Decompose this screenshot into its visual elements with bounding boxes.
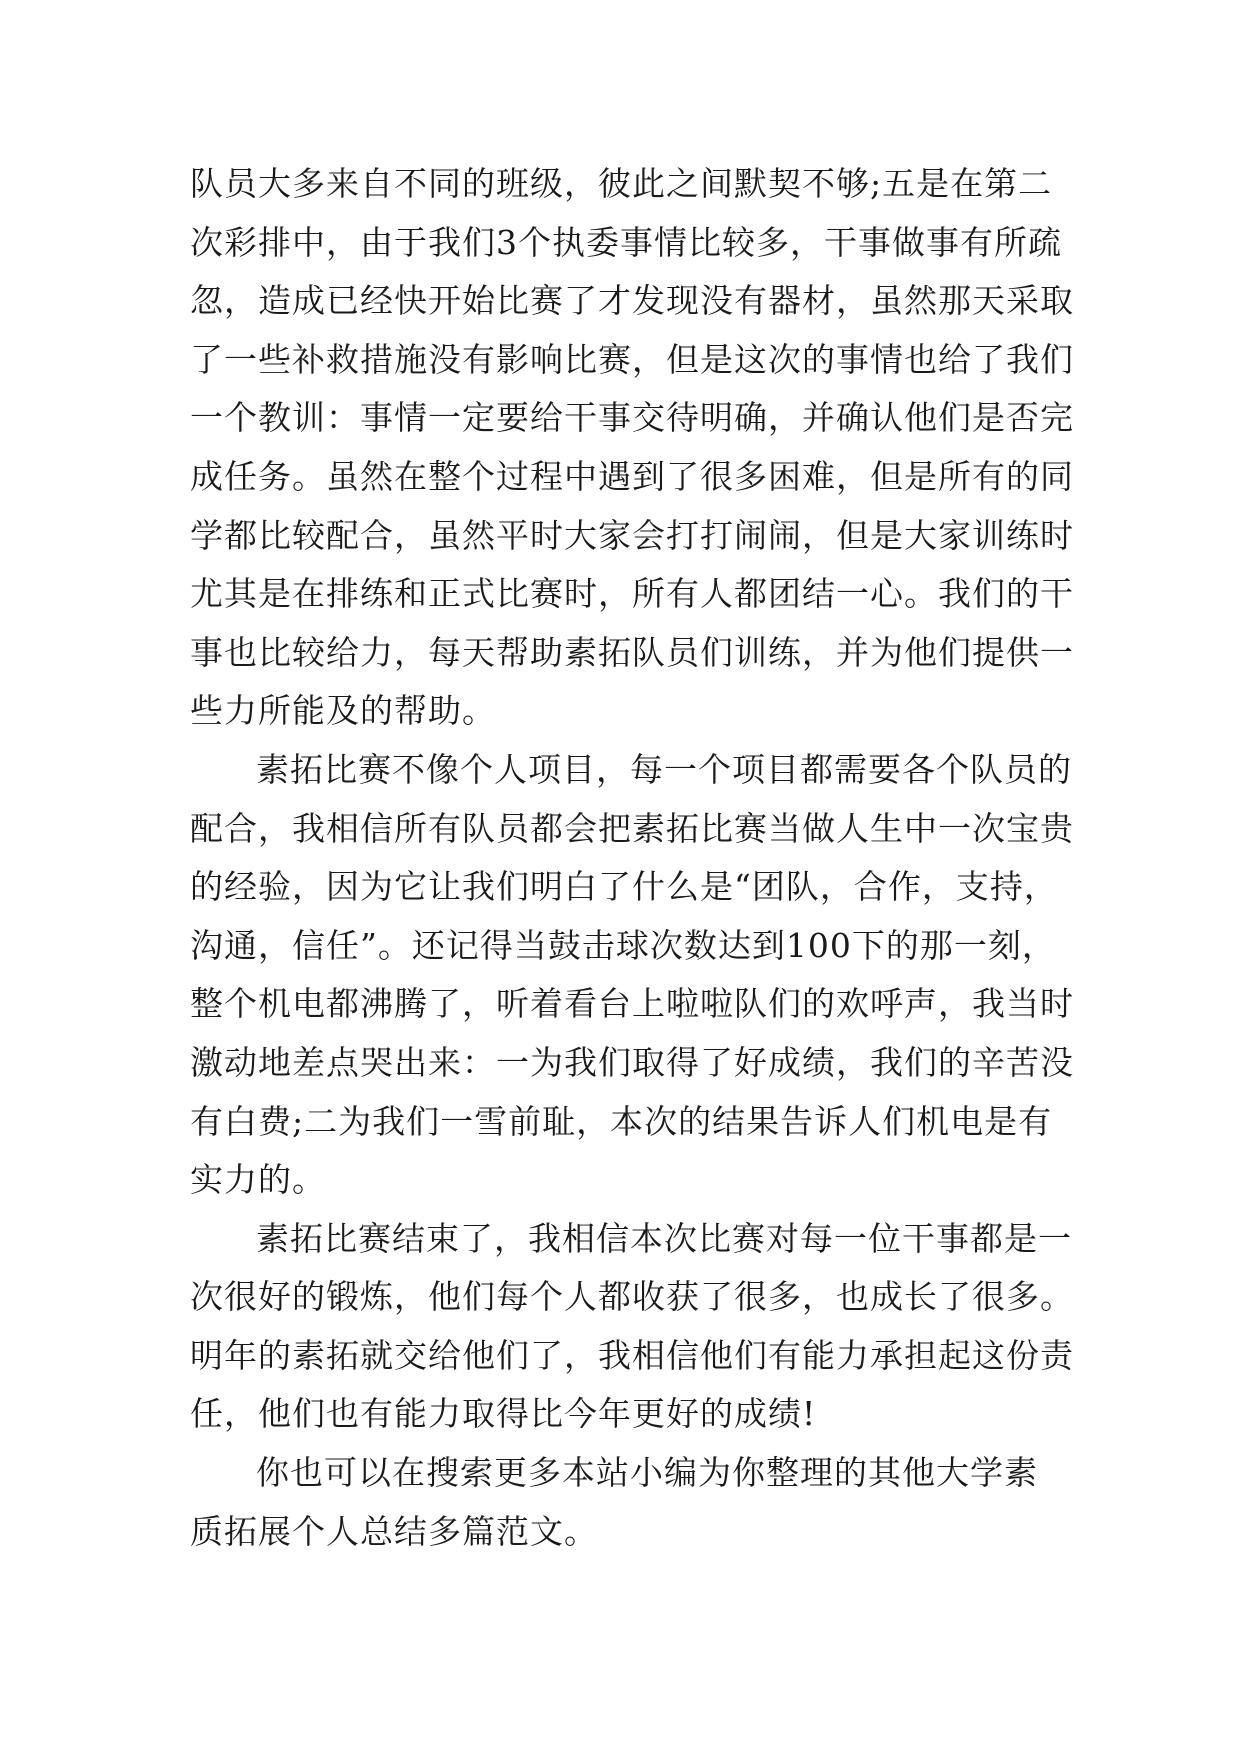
paragraph-start-line: 素拓比赛结束了，我相信本次比赛对每一位干事都是一: [256, 1218, 1072, 1258]
text-line: 学都比较配合，虽然平时大家会打打闹闹，但是大家训练时: [190, 515, 1074, 555]
text-line: 明年的素拓就交给他们了，我相信他们有能力承担起这份责: [190, 1335, 1074, 1375]
text-line: 实力的。: [190, 1160, 326, 1200]
text-line: 些力所能及的帮助。: [190, 691, 496, 731]
text-line: 激动地差点哭出来：一为我们取得了好成绩，我们的辛苦没: [190, 1042, 1074, 1082]
text-line: 任，他们也有能力取得比今年更好的成绩!: [190, 1394, 817, 1434]
text-line: 沟通，信任”。还记得当鼓击球次数达到100下的那一刻，: [190, 925, 1056, 965]
text-line: 次很好的锻炼，他们每个人都收获了很多，也成长了很多。: [190, 1277, 1074, 1317]
text-line: 队员大多来自不同的班级，彼此之间默契不够;五是在第二: [190, 164, 1053, 203]
paragraph-start-line: 你也可以在搜索更多本站小编为你整理的其他大学素: [256, 1453, 1038, 1493]
text-line: 尤其是在排练和正式比赛时，所有人都团结一心。我们的干: [190, 574, 1074, 614]
text-line: 事也比较给力，每天帮助素拓队员们训练，并为他们提供一: [190, 632, 1074, 672]
text-line: 质拓展个人总结多篇范文。: [190, 1511, 598, 1551]
text-line: 忽，造成已经快开始比赛了才发现没有器材，虽然那天采取: [190, 281, 1074, 321]
text-line: 成任务。虽然在整个过程中遇到了很多困难，但是所有的同: [190, 456, 1074, 496]
text-line: 配合，我相信所有队员都会把素拓比赛当做人生中一次宝贵: [190, 808, 1074, 848]
text-line: 了一些补救措施没有影响比赛，但是这次的事情也给了我们: [190, 339, 1074, 379]
text-line: 次彩排中，由于我们3个执委事情比较多，干事做事有所疏: [190, 222, 1062, 262]
text-line: 有白费;二为我们一雪前耻，本次的结果告诉人们机电是有: [190, 1101, 1053, 1141]
text-line: 的经验，因为它让我们明白了什么是“团队，合作，支持，: [190, 867, 1058, 907]
paragraph-start-line: 素拓比赛不像个人项目，每一个项目都需要各个队员的: [256, 749, 1072, 789]
text-line: 整个机电都沸腾了，听着看台上啦啦队们的欢呼声，我当时: [190, 984, 1074, 1024]
text-line: 一个教训：事情一定要给干事交待明确，并确认他们是否完: [190, 398, 1074, 438]
body-text: [190, 155, 1074, 1561]
